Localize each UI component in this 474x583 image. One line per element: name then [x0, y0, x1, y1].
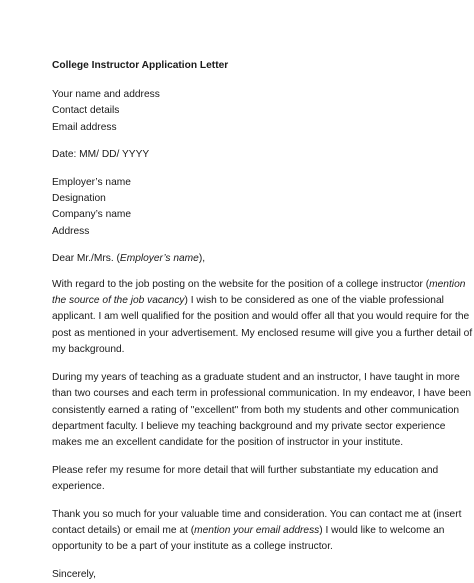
paragraph-1-line-4: post as mentioned in your advertisement. My enclosed resume will give you a further detail of: [52, 327, 473, 339]
paragraph-2-line-3: consistently earned a rating of "excellent" from both my students and other communication: [52, 404, 460, 416]
salutation-suffix: ),: [198, 253, 206, 265]
paragraph-4-line-3: opportunity to be a part of your institute as a college instructor.: [52, 541, 333, 553]
paragraph-3-line-2: experience.: [52, 481, 105, 493]
date-block: [52, 147, 424, 163]
salutation-placeholder: Employer’s name: [119, 253, 199, 265]
paragraph-2-line-5: makes me an excellent candidate for the position of instructor in your institute.: [52, 437, 404, 449]
salutation: [52, 251, 424, 267]
recipient-company: Company’s name: [52, 209, 132, 221]
recipient-block: [52, 175, 424, 241]
paragraph-4-line-2: [52, 523, 445, 539]
letter-date: Date: MM/ DD/ YYYY: [52, 149, 150, 161]
p4-l2-italic: mention your email address: [194, 524, 320, 536]
p1-l1-italic: mention: [429, 278, 466, 290]
salutation-prefix: Dear Mr./Mrs. (: [52, 253, 120, 265]
paragraph-1-line-3: applicant. I am well qualified for the position and would offer all that you would require for the: [52, 311, 470, 323]
sender-email: Email address: [52, 121, 117, 133]
paragraph-1-line-2: [52, 293, 444, 309]
paragraph-4-line-1: Thank you so much for your valuable time and consideration. You can contact me at (insert: [52, 508, 462, 520]
p4-l2-text-c: ) I would like to welcome an: [319, 524, 445, 536]
paragraph-1-line-1: [52, 277, 466, 293]
paragraph-2-line-4: department faculty. I believe my teaching background and my private sector experience: [52, 420, 446, 432]
sender-contact: Contact details: [52, 105, 120, 117]
paragraph-3: [52, 463, 439, 496]
paragraph-4: [52, 507, 462, 556]
recipient-name: Employer’s name: [52, 176, 131, 188]
paragraph-1: [52, 277, 473, 359]
sender-name: Your name and address: [52, 89, 160, 100]
letter-title: College Instructor Application Letter: [52, 60, 229, 71]
paragraph-2-line-1: During my years of teaching as a graduate student and an instructor, I have taught in more: [52, 371, 460, 383]
recipient-designation: Designation: [52, 193, 106, 205]
p1-l2-italic: the source of the job vacancy: [52, 295, 185, 307]
paragraph-1-line-5: my background.: [52, 344, 125, 356]
paragraph-2-line-2: than two courses and each term in professional communication. In my endeavor, I have been: [52, 388, 472, 400]
p1-l2-text: ) I wish to be considered as one of the viable professional: [184, 295, 444, 307]
paragraph-3-line-1: Please refer my resume for more detail that will further substantiate my education and: [52, 464, 439, 476]
paragraph-2: [52, 370, 472, 452]
closing: Sincerely,: [52, 568, 96, 580]
sender-block: [52, 87, 424, 136]
recipient-address: Address: [52, 225, 90, 237]
p4-l2-text-a: contact details) or email me at (: [52, 524, 195, 536]
p1-l1-text: With regard to the job posting on the website for the position of a college instructor (: [52, 278, 430, 290]
letter-body: [52, 58, 473, 583]
